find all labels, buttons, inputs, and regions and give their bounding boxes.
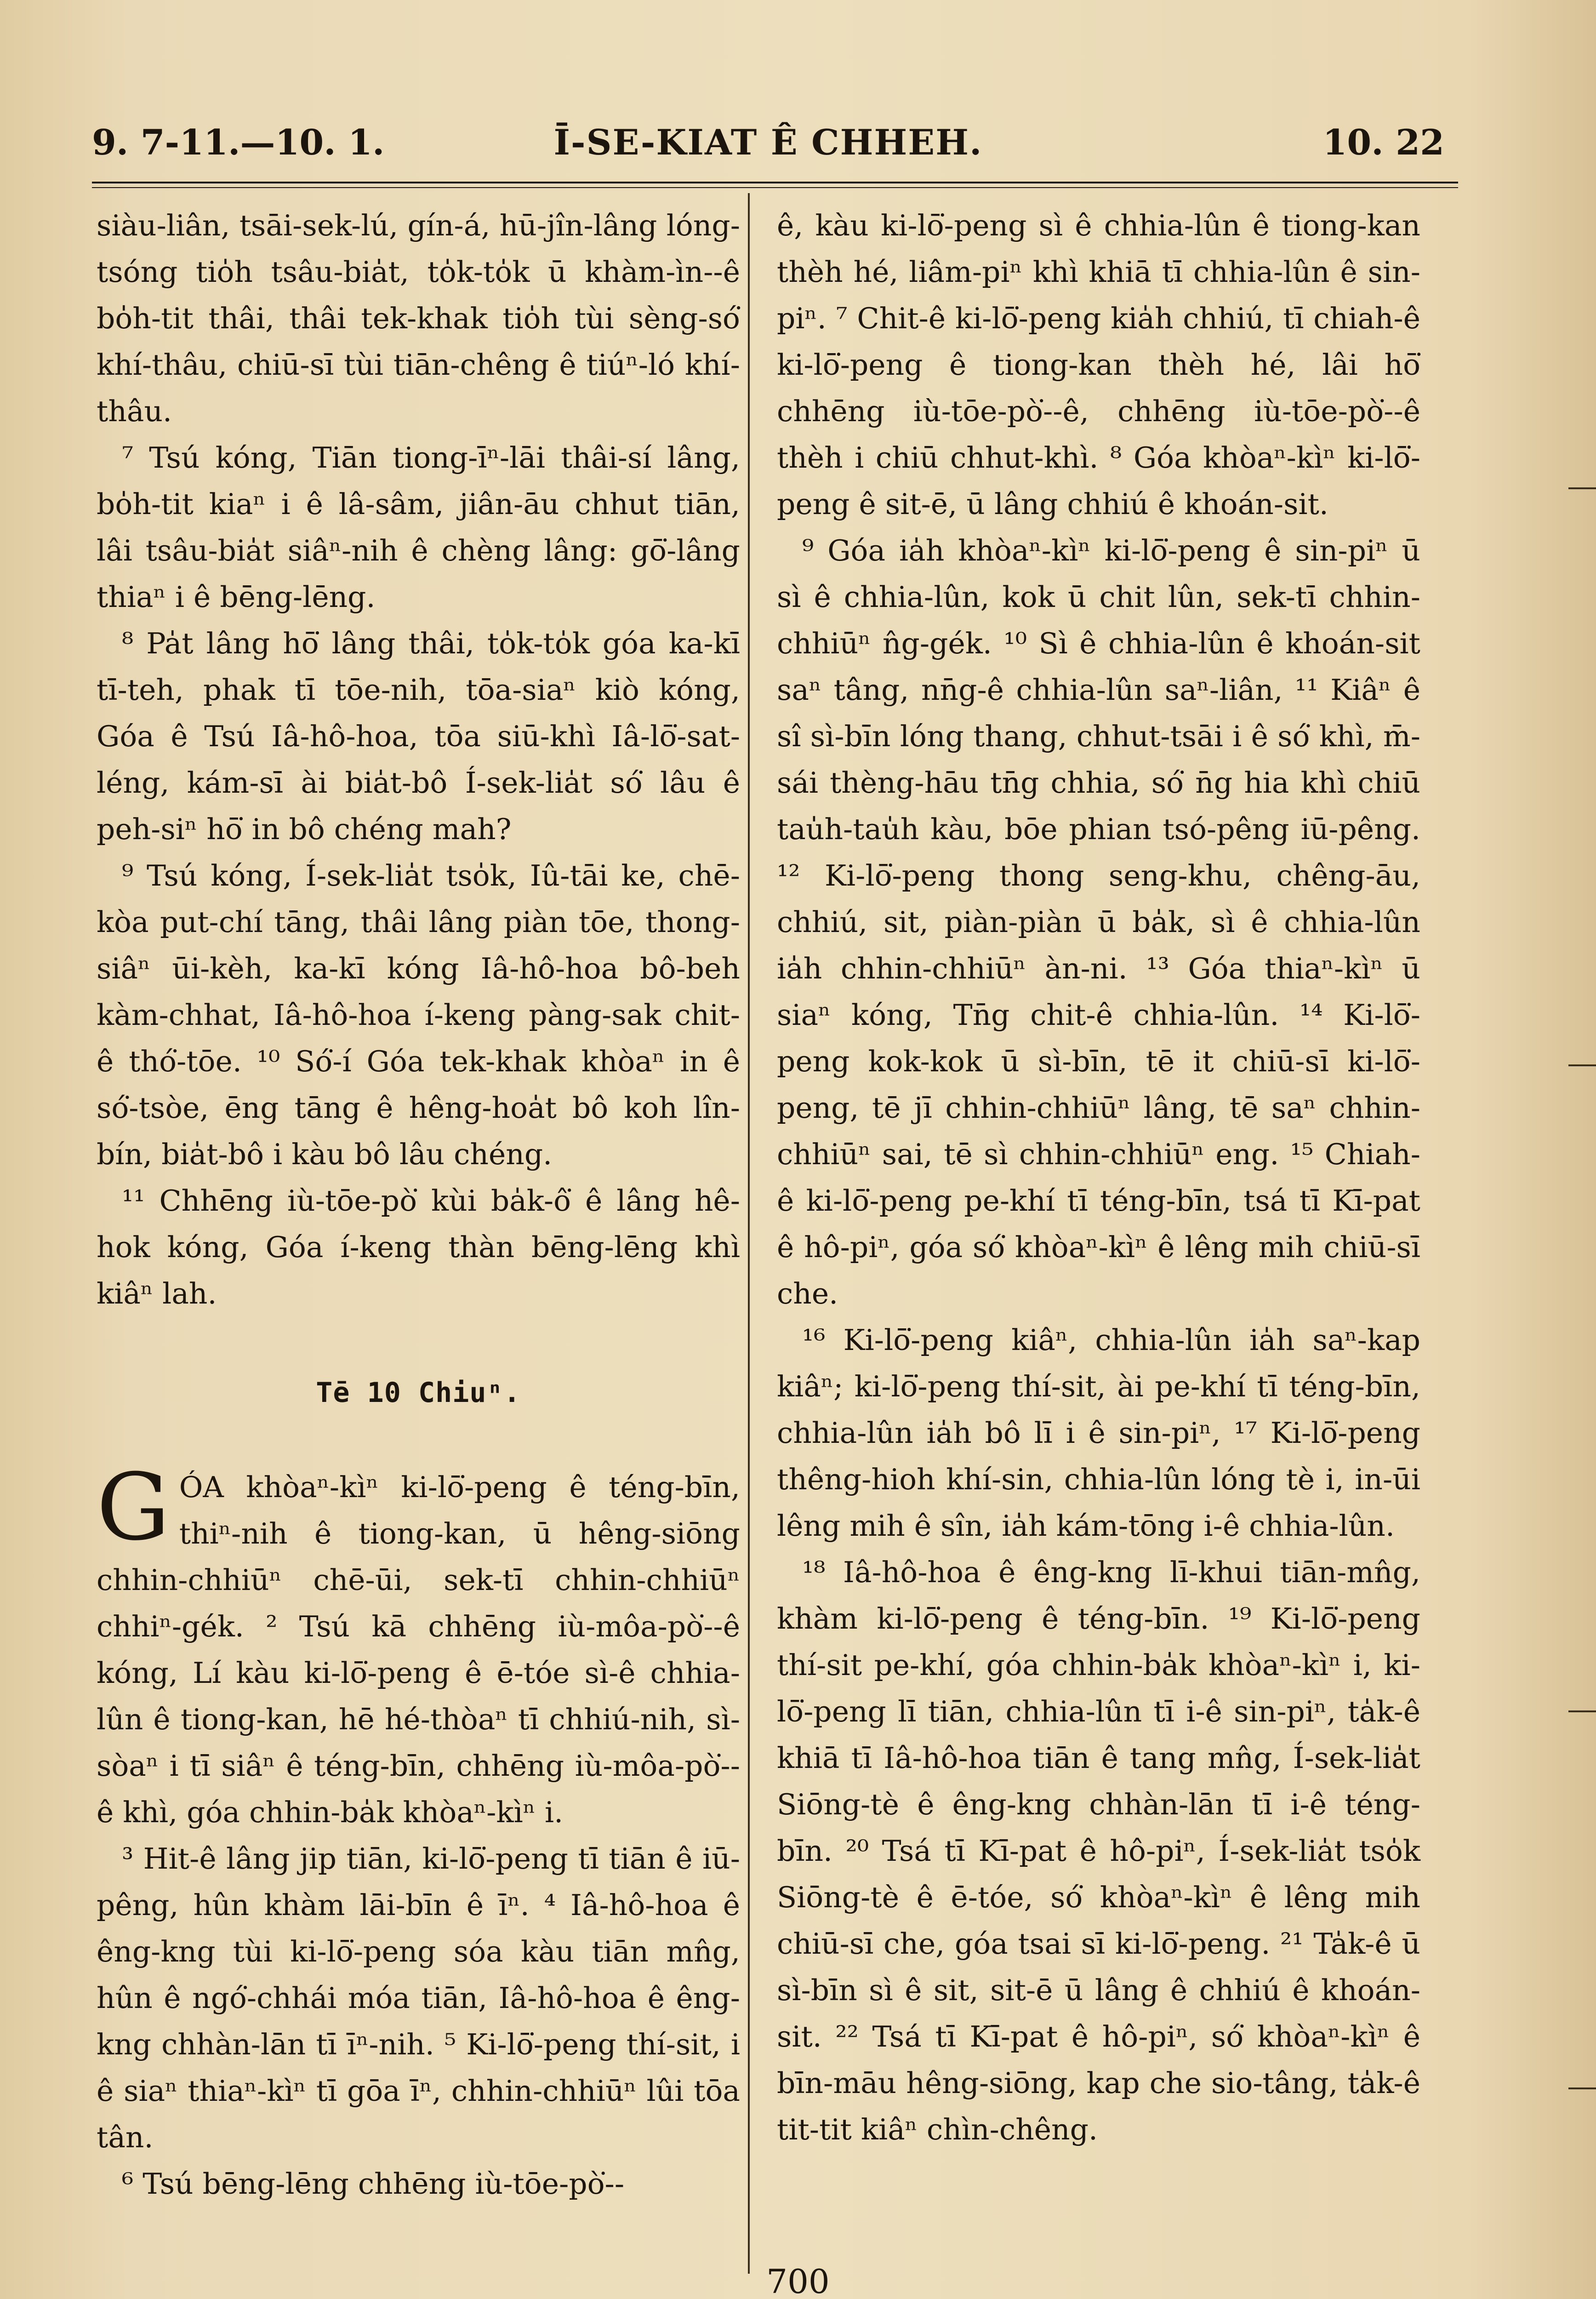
drop-cap: G xyxy=(97,1454,170,1561)
margin-tick xyxy=(1568,1710,1596,1712)
header-rule-thick xyxy=(92,182,1458,183)
paragraph: ¹¹ Chhēng iù-tōe-pò͘ kùi ba̍k-ô͘ ê lâng hê-hok kóng, Góa í-keng thàn bēng-lēng khì kiâⁿ lah. xyxy=(97,1184,740,1310)
chapter-heading: Tē 10 Chiuⁿ. xyxy=(316,1377,521,1409)
running-header xyxy=(92,122,1444,172)
paragraph: ¹⁸ Iâ-hô-hoa ê êng-kng lī-khui tiān-mn̂g, khàm ki-lō͘-peng ê téng-bīn. ¹⁹ Ki-lō͘-peng thí-sit pe-khí, góa chhin-ba̍k khòaⁿ-kìⁿ i, ki-lō͘-peng lī tiān, chhia-lûn tī i-ê sin-piⁿ, ta̍k-ê khiā tī Iâ-hô-hoa tiān ê tang mn̂g, Í-sek-lia̍t Siōng-tè ê êng-kng chhàn-lān tī i-ê téng-bīn. ²⁰ Tsá tī Kī-pat ê hô-piⁿ, Í-sek-lia̍t tso̍k Siōng-tè ê ē-tóe, só͘ khòaⁿ-kìⁿ ê lêng mih chiū-sī che, góa tsai sī ki-lō͘-peng. ²¹ Ta̍k-ê ū sì-bīn sì ê sit, sit-ē ū lâng ê chhiú ê khoán-sit. ²² Tsá tī Kī-pat ê hô-piⁿ, só͘ khòaⁿ-kìⁿ ê bīn-māu hêng-siōng, kap che sio-tâng, ta̍k-ê tit-tit kiâⁿ chìn-chêng. xyxy=(777,1556,1420,2146)
paragraph: ⁸ Pa̍t lâng hō͘ lâng thâi, to̍k-to̍k góa ka-kī tī-teh, phak tī tōe-nih, tōa-siaⁿ kiò kóng, Góa ê Tsú Iâ-hô-hoa, tōa siū-khì Iâ-lō͘-sat-léng, kám-sī ài bia̍t-bô Í-sek-lia̍t só͘ lâu ê peh-siⁿ hō͘ in bô chéng mah? xyxy=(97,627,740,846)
paragraph-text: ÓA khòaⁿ-kìⁿ ki-lō͘-peng ê téng-bīn, thiⁿ-nih ê tiong-kan, ū hêng-siōng chhin-chhiūⁿ chē-ūi, sek-tī chhin-chhiūⁿ chhiⁿ-gék. ² Tsú kā chhēng iù-môa-pò͘--ê kóng, Lí kàu ki-lō͘-peng ê ē-tóe sì-ê chhia-lûn ê tiong-kan, hē hé-thòaⁿ tī chhiú-nih, sì-sòaⁿ i tī siâⁿ ê téng-bīn, chhēng iù-môa-pò͘--ê khì, góa chhin-ba̍k khòaⁿ-kìⁿ i. xyxy=(97,1470,740,1829)
paragraph: ¹⁶ Ki-lō͘-peng kiâⁿ, chhia-lûn ia̍h saⁿ-kap kiâⁿ; ki-lō͘-peng thí-sit, ài pe-khí tī téng-bīn, chhia-lûn ia̍h bô lī i ê sin-piⁿ, ¹⁷ Ki-lō͘-peng thêng-hioh khí-sin, chhia-lûn lóng tè i, in-ūi lêng mih ê sîn, ia̍h kám-tōng i-ê chhia-lûn. xyxy=(777,1323,1420,1543)
header-chapter-range: 9. 7-11.—10. 1. xyxy=(92,122,385,163)
page-number: 700 xyxy=(766,2262,830,2299)
header-rule-thin xyxy=(92,187,1458,188)
header-book-title: Ī-SE-KIAT Ê CHHEH. xyxy=(553,122,983,163)
margin-tick xyxy=(1568,2087,1596,2089)
paragraph: ⁹ Tsú kóng, Í-sek-lia̍t tso̍k, Iû-tāi ke, chē-kòa put-chí tāng, thâi lâng piàn tōe, thong-siâⁿ ūi-kèh, ka-kī kóng Iâ-hô-hoa bô-beh kàm-chhat, Iâ-hô-hoa í-keng pàng-sak chit-ê thó͘-tōe. ¹⁰ Só͘-í Góa tek-khak khòaⁿ in ê só͘-tsòe, ēng tāng ê hêng-hoa̍t bô koh lîn-bín, bia̍t-bô i kàu bô lâu chéng. xyxy=(97,859,740,1171)
header-verse-ref: 10. 22 xyxy=(1322,122,1444,163)
paragraph: siàu-liân, tsāi-sek-lú, gín-á, hū-jîn-lâng lóng-tsóng tio̍h tsâu-bia̍t, to̍k-to̍k ū khàm-ìn--ê bo̍h-tit thâi, thâi tek-khak tio̍h tùi sèng-só͘ khí-thâu, chiū-sī tùi tiān-chêng ê tiúⁿ-ló khí-thâu. xyxy=(97,209,740,428)
margin-tick xyxy=(1568,487,1596,489)
paragraph-with-dropcap xyxy=(97,1454,740,1836)
margin-tick xyxy=(1568,1064,1596,1066)
paragraph: ³ Hit-ê lâng jip tiān, ki-lō͘-peng tī tiān ê iū-pêng, hûn khàm lāi-bīn ê īⁿ. ⁴ Iâ-hô-hoa ê êng-kng tùi ki-lō͘-peng sóa kàu tiān mn̂g, hûn ê ngó͘-chhái móa tiān, Iâ-hô-hoa ê êng-kng chhàn-lān tī īⁿ-nih. ⁵ Ki-lō͘-peng thí-sit, i ê siaⁿ thiaⁿ-kìⁿ tī gōa īⁿ, chhin-chhiūⁿ lûi tōa tân. xyxy=(97,1842,740,2154)
column-divider xyxy=(748,193,750,2274)
paragraph: ⁹ Góa ia̍h khòaⁿ-kìⁿ ki-lō͘-peng ê sin-piⁿ ū sì ê chhia-lûn, kok ū chit lûn, sek-tī chhin-chhiūⁿ n̂g-gék. ¹⁰ Sì ê chhia-lûn ê khoán-sit saⁿ tâng, nn̄g-ê chhia-lûn saⁿ-liân, ¹¹ Kiâⁿ ê sî sì-bīn lóng thang, chhut-tsāi i ê só͘ khì, m̄-sái thèng-hāu tn̄g chhia, só͘ n̄g hia khì chiū tau̍h-tau̍h kàu, bōe phian tsó-pêng iū-pêng. ¹² Ki-lō͘-peng thong seng-khu, chêng-āu, chhiú, sit, piàn-piàn ū ba̍k, sì ê chhia-lûn ia̍h chhin-chhiūⁿ àn-ni. ¹³ Góa thiaⁿ-kìⁿ ū siaⁿ kóng, Tn̄g chit-ê chhia-lûn. ¹⁴ Ki-lō͘-peng kok-kok ū sì-bīn, tē it chiū-sī ki-lō͘-peng, tē jī chhin-chhiūⁿ lâng, tē saⁿ chhin-chhiūⁿ sai, tē sì chhin-chhiūⁿ eng. ¹⁵ Chiah-ê ki-lō͘-peng pe-khí tī téng-bīn, tsá tī Kī-pat ê hô-piⁿ, góa só͘ khòaⁿ-kìⁿ ê lêng mih chiū-sī che. xyxy=(777,534,1420,1310)
right-column xyxy=(777,202,1420,2153)
paragraph: ⁶ Tsú bēng-lēng chhēng iù-tōe-pò͘-- xyxy=(122,2167,625,2201)
paragraph: ê, kàu ki-lō͘-peng sì ê chhia-lûn ê tiong-kan thèh hé, liâm-piⁿ khì khiā tī chhia-lûn ê sin-piⁿ. ⁷ Chit-ê ki-lō͘-peng kia̍h chhiú, tī chiah-ê ki-lō͘-peng ê tiong-kan thèh hé, lâi hō͘ chhēng iù-tōe-pò͘--ê, chhēng iù-tōe-pò͘--ê thèh i chiū chhut-khì. ⁸ Góa khòaⁿ-kìⁿ ki-lō͘-peng ê sit-ē, ū lâng chhiú ê khoán-sit. xyxy=(777,209,1420,521)
paragraph: ⁷ Tsú kóng, Tiān tiong-īⁿ-lāi thâi-sí lâng, bo̍h-tit kiaⁿ i ê lâ-sâm, jiân-āu chhut tiān, lâi tsâu-bia̍t siâⁿ-nih ê chèng lâng: gō͘-lâng thiaⁿ i ê bēng-lēng. xyxy=(97,441,740,614)
left-column xyxy=(97,202,740,2207)
